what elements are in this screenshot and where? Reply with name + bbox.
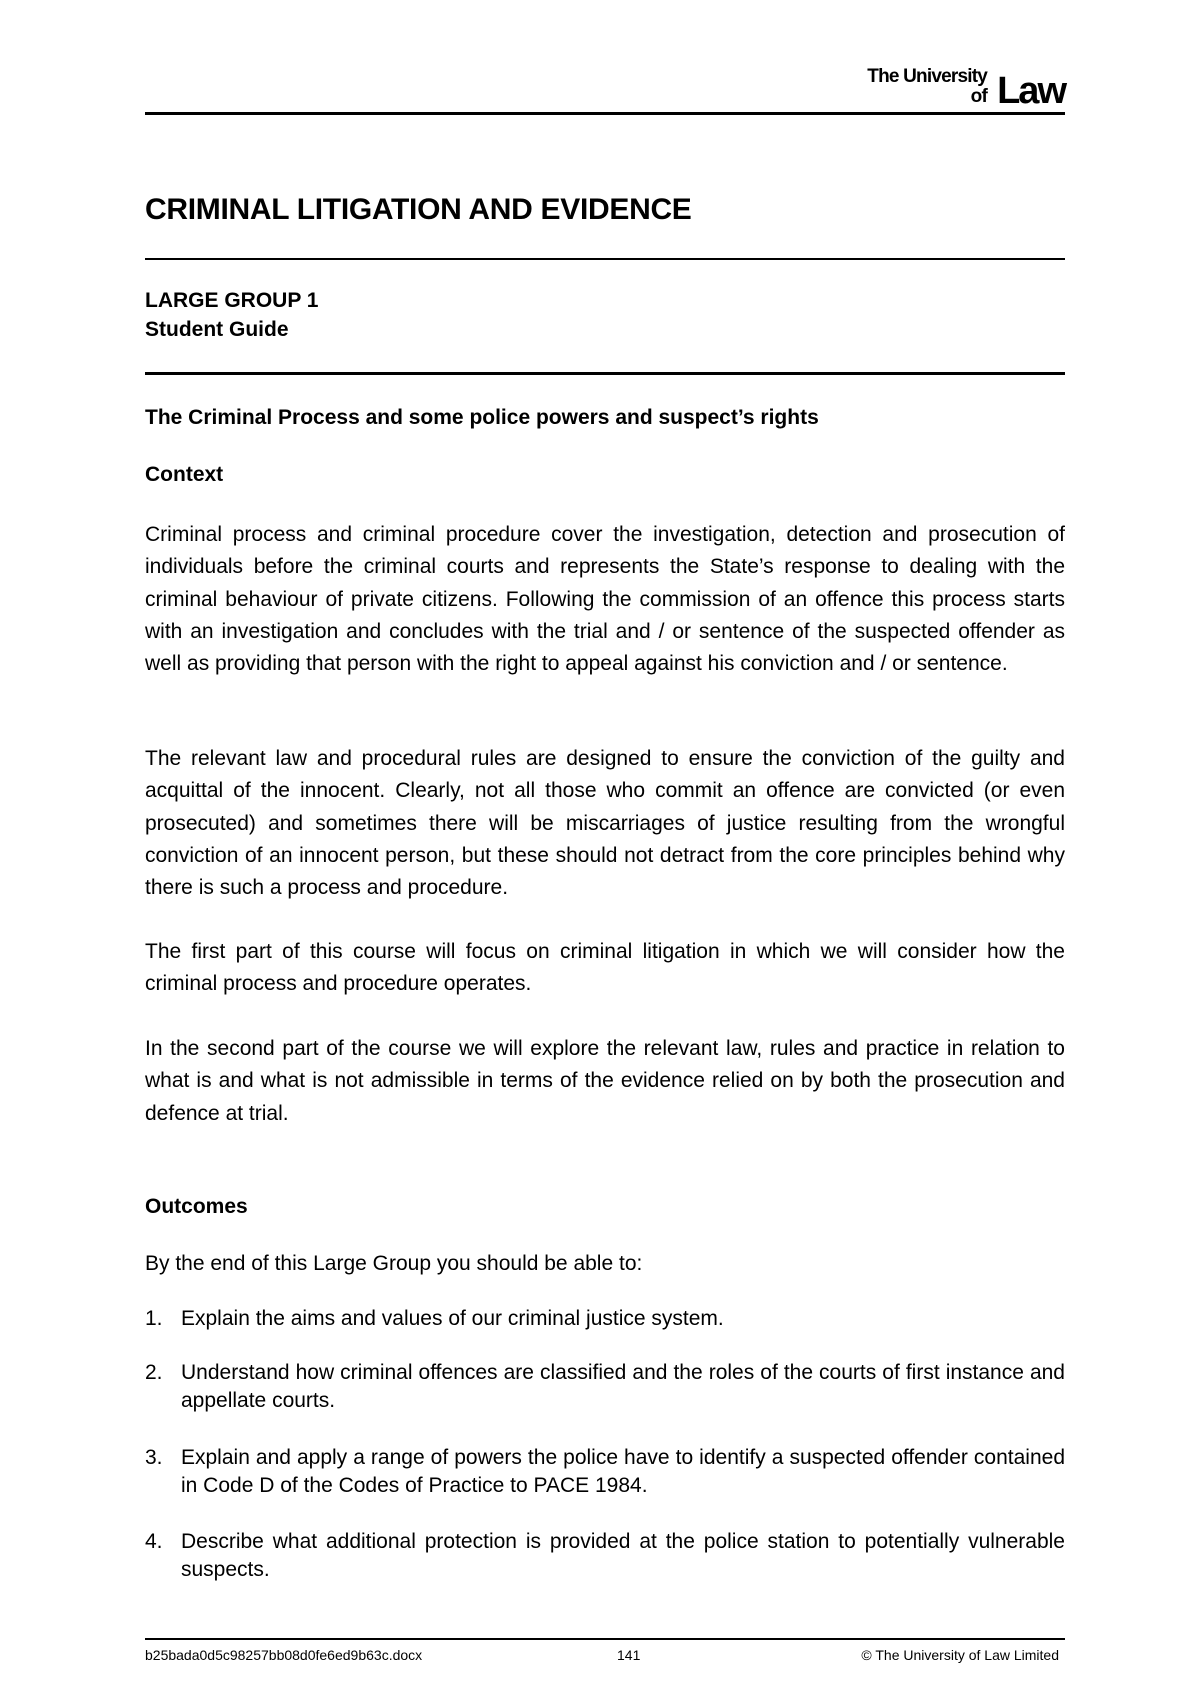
footer-page-number: 141 bbox=[617, 1647, 641, 1663]
outcome-item bbox=[145, 1444, 1065, 1500]
footer-copyright: © The University of Law Limited bbox=[861, 1647, 1059, 1663]
outcome-text: Explain and apply a range of powers the police have to identify a suspected offender contained in Code D of the Codes of Practice to PACE 1984. bbox=[181, 1446, 1065, 1497]
outcome-number: 1. bbox=[145, 1307, 163, 1330]
section-title: The Criminal Process and some police powers and suspect’s rights bbox=[145, 406, 819, 429]
document-page bbox=[145, 0, 1065, 1698]
outcome-number: 2. bbox=[145, 1361, 163, 1384]
meta-rule bbox=[145, 372, 1065, 375]
outcome-text: Explain the aims and values of our criminal justice system. bbox=[181, 1307, 724, 1330]
outcomes-heading: Outcomes bbox=[145, 1195, 248, 1218]
context-paragraph-4: In the second part of the course we will explore the relevant law, rules and practice in relation to what is and what is not admissible in terms of the evidence relied on by both the prosecution and defence at trial. bbox=[145, 1037, 1065, 1125]
outcome-text: Describe what additional protection is provided at the police station to potentially vulnerable suspects. bbox=[181, 1530, 1065, 1581]
outcome-item bbox=[145, 1528, 1065, 1584]
header-rule bbox=[145, 112, 1065, 115]
guide-label: Student Guide bbox=[145, 318, 289, 341]
outcome-number: 3. bbox=[145, 1446, 163, 1469]
context-heading: Context bbox=[145, 463, 224, 486]
university-logo bbox=[855, 66, 1065, 110]
context-paragraph-2: The relevant law and procedural rules are designed to ensure the conviction of the guilty and acquittal of the innocent. Clearly, not all those who commit an offence are convicted (or even prosecuted) and sometimes there will be miscarriages of justice resulting from the wrongful conviction of an innocent person, but these should not detract from the core principles behind why there is such a process and procedure. bbox=[145, 747, 1065, 900]
outcomes-intro: By the end of this Large Group you should be able to: bbox=[145, 1252, 643, 1275]
document-title: CRIMINAL LITIGATION AND EVIDENCE bbox=[145, 193, 692, 226]
footer-rule bbox=[145, 1638, 1065, 1640]
title-rule bbox=[145, 258, 1065, 260]
document-meta bbox=[145, 286, 318, 344]
logo-text-law: Law bbox=[997, 70, 1065, 112]
outcome-item bbox=[145, 1359, 1065, 1415]
outcome-number: 4. bbox=[145, 1530, 163, 1553]
logo-text-line2: of bbox=[970, 86, 987, 107]
context-paragraph-3: The first part of this course will focus on criminal litigation in which we will consider how the criminal process and procedure operates. bbox=[145, 940, 1065, 996]
outcome-text: Understand how criminal offences are classified and the roles of the courts of first instance and appellate courts. bbox=[181, 1361, 1065, 1412]
footer-filename: b25bada0d5c98257bb08d0fe6ed9b63c.docx bbox=[145, 1647, 423, 1663]
logo-text-line1: The University bbox=[867, 66, 987, 87]
outcome-item bbox=[145, 1305, 1065, 1333]
group-label: LARGE GROUP 1 bbox=[145, 289, 319, 312]
context-paragraph-1: Criminal process and criminal procedure cover the investigation, detection and prosecution of individuals before the criminal courts and represents the State’s response to dealing with the criminal behaviour of private citizens. Following the commission of an offence this process starts with an investigation and concludes with the trial and / or sentence of the suspected offender as well as providing that person with the right to appeal against his conviction and / or sentence. bbox=[145, 523, 1065, 676]
